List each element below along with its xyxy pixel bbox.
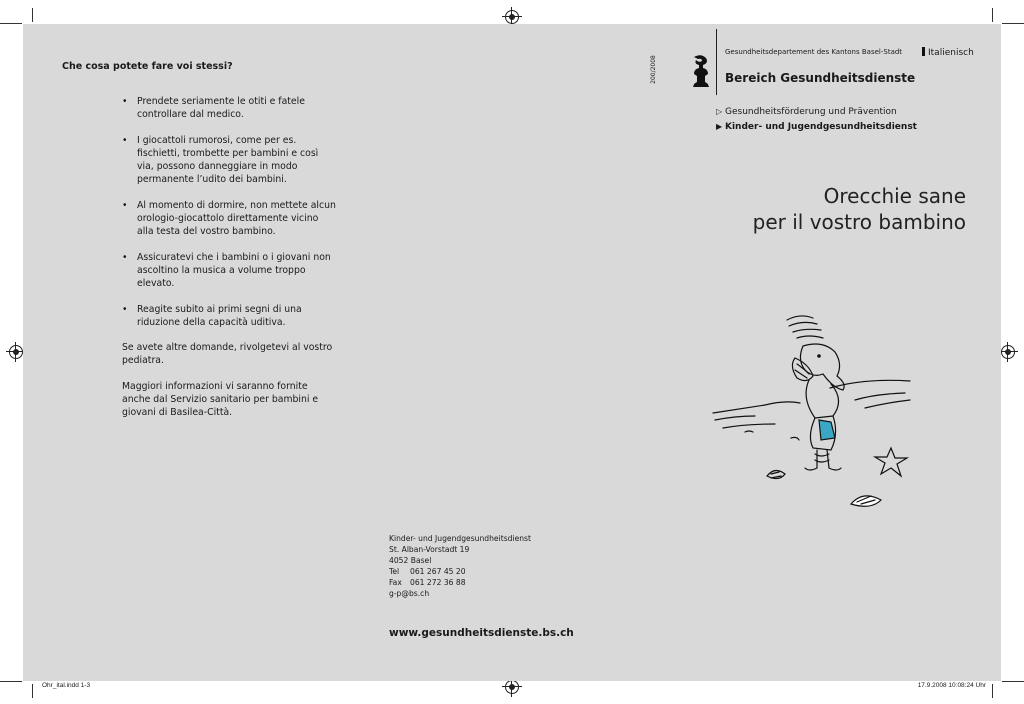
bereich-title: Bereich Gesundheitsdienste — [725, 71, 916, 85]
nav-item-praevention: ▷ Gesundheitsförderung und Prävention — [716, 107, 897, 117]
crop-mark — [0, 681, 22, 682]
address-street: St. Alban-Vorstadt 19 — [389, 545, 470, 554]
crop-mark — [1002, 681, 1024, 682]
crop-mark — [32, 684, 33, 698]
registration-mark-icon — [1001, 345, 1015, 359]
slug-timestamp: 17.9.2008 10:08:24 Uhr — [917, 682, 986, 689]
address-tel: Tel 061 267 45 20 — [389, 567, 466, 576]
nav-item-kinder: ▶ Kinder- und Jugendgesundheitsdienst — [716, 122, 917, 132]
basel-crozier-logo-icon — [690, 54, 712, 88]
triangle-outline-icon: ▷ — [716, 107, 723, 116]
tips-list — [122, 95, 337, 342]
list-item: • Reagite subito ai primi segni di una riduzione della capacità uditiva. — [122, 303, 337, 329]
list-item: • Al momento di dormire, non mettete alcun orologio-giocattolo direttamente vicino alla testa del vostro bambino. — [122, 199, 337, 238]
address-email[interactable]: g-p@bs.ch — [389, 589, 430, 598]
pediatrician-paragraph: Se avete altre domande, rivolgetevi al vostro pediatra. — [122, 342, 333, 366]
left-heading: Che cosa potete fare voi stessi? — [62, 61, 233, 72]
department-name: Gesundheitsdepartement des Kantons Basel-Stadt — [725, 48, 903, 56]
info-paragraph: Maggiori informazioni vi saranno fornite anche dal Servizio sanitario per bambini e giovani di Basilea-Città. — [122, 381, 319, 418]
language-label: Italienisch — [922, 47, 974, 58]
crop-mark — [32, 8, 33, 22]
address-org: Kinder- und Jugendgesundheitsdienst — [389, 534, 531, 543]
cover-title: Orecchie sane per il vostro bambino — [752, 184, 966, 234]
child-with-shell-illustration — [705, 308, 925, 518]
crop-mark — [1002, 23, 1024, 24]
triangle-filled-icon: ▶ — [716, 122, 723, 131]
list-item: • Assicuratevi che i bambini o i giovani non ascoltino la musica a volume troppo elevato. — [122, 251, 337, 290]
contact-address — [389, 533, 531, 599]
website-link[interactable]: www.gesundheitsdienste.bs.ch — [389, 627, 574, 639]
crop-mark — [0, 23, 22, 24]
list-item: • Prendete seriamente le otiti e fatele controllare dal medico. — [122, 95, 337, 121]
address-city: 4052 Basel — [389, 556, 432, 565]
vertical-date: 200/2008 — [649, 55, 657, 84]
registration-mark-icon — [505, 680, 519, 694]
registration-mark-icon — [505, 10, 519, 24]
header-divider — [716, 29, 717, 95]
address-fax: Fax 061 272 36 88 — [389, 578, 466, 587]
registration-mark-icon — [9, 345, 23, 359]
slug-filename: Ohr_ital.indd 1-3 — [42, 682, 91, 689]
crop-mark — [992, 8, 993, 22]
list-item: • I giocattoli rumorosi, come per es. fischietti, trombette per bambini e così via, possono danneggiare in modo permanente l’udito dei bambini. — [122, 134, 337, 186]
crop-mark — [992, 684, 993, 698]
